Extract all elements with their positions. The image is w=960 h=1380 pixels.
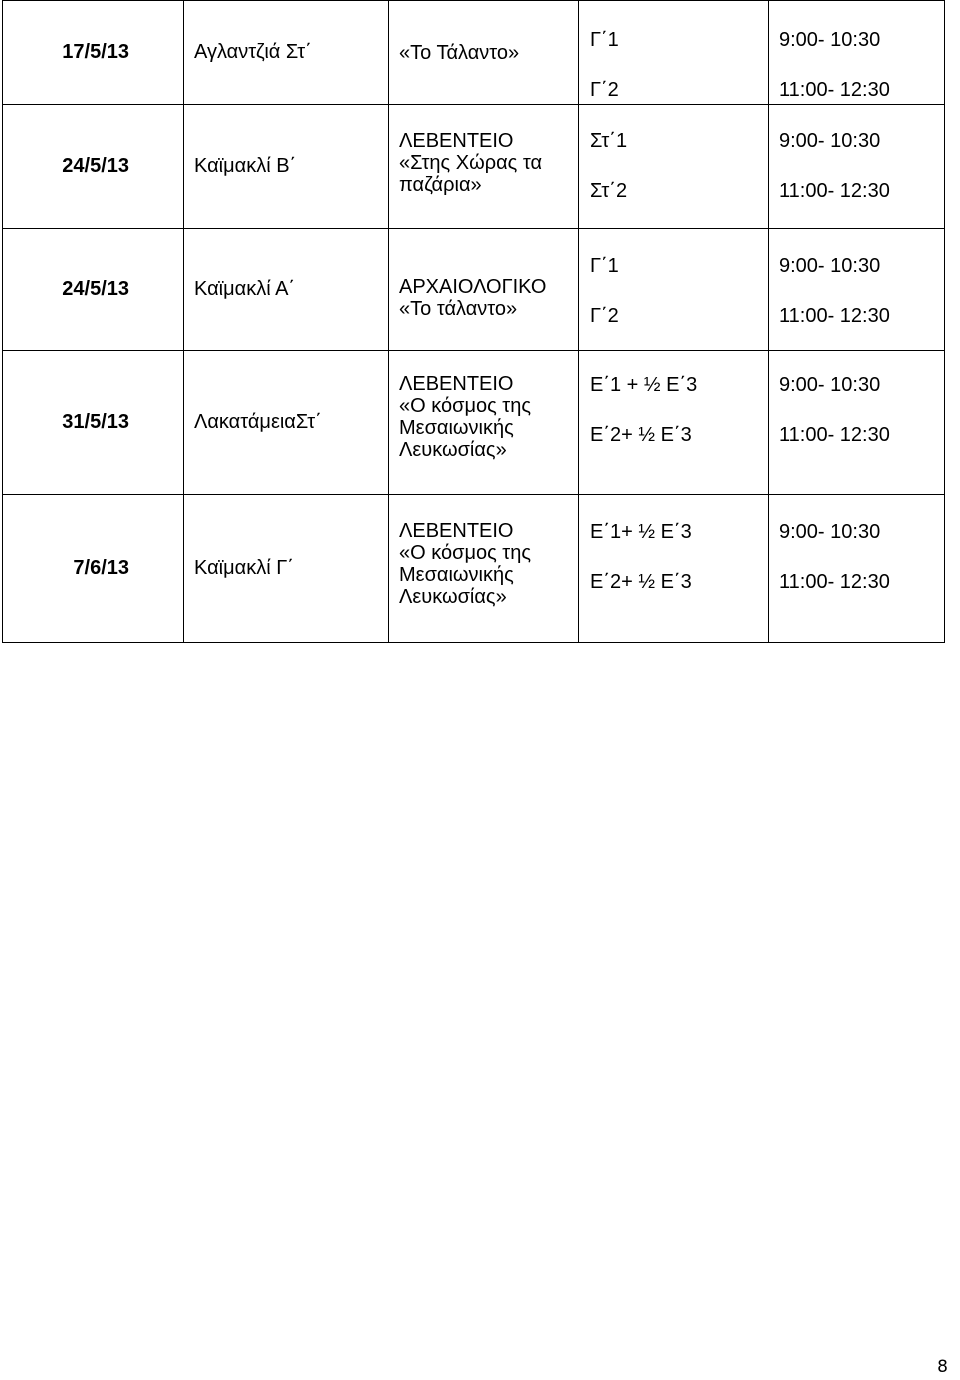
class-cell xyxy=(579,495,769,643)
time-cell xyxy=(769,351,945,495)
class-cell xyxy=(579,1,769,105)
theme-line: «Το τάλαντο» xyxy=(399,298,518,320)
table-row xyxy=(3,495,945,643)
class-line: Ε΄1+ ½ Ε΄3 xyxy=(590,521,692,543)
time-line: 11:00- 12:30 xyxy=(779,79,890,101)
school-cell: Καϊμακλί Α΄ xyxy=(184,229,389,351)
theme-line: ΛΕΒΕΝΤΕΙΟ xyxy=(399,373,514,395)
class-line: Ε΄2+ ½ Ε΄3 xyxy=(590,571,692,593)
time-cell xyxy=(769,229,945,351)
theme-line: «Στης Χώρας τα xyxy=(399,152,543,174)
table-row xyxy=(3,1,945,105)
theme-line: ΛΕΒΕΝΤΕΙΟ xyxy=(399,520,514,542)
class-cell xyxy=(579,105,769,229)
table-row xyxy=(3,229,945,351)
schedule-table xyxy=(2,0,945,643)
theme-line: «Ο κόσμος της xyxy=(399,542,531,564)
theme-line: Λευκωσίας» xyxy=(399,439,507,461)
theme-cell xyxy=(389,351,579,495)
class-cell xyxy=(579,351,769,495)
theme-line: Μεσαιωνικής xyxy=(399,417,514,439)
class-line: Γ΄1 xyxy=(590,255,619,277)
time-line: 9:00- 10:30 xyxy=(779,130,881,152)
time-line: 9:00- 10:30 xyxy=(779,29,881,51)
time-line: 11:00- 12:30 xyxy=(779,180,890,202)
theme-line: «Το Τάλαντο» xyxy=(399,41,520,64)
time-line: 11:00- 12:30 xyxy=(779,571,890,593)
theme-cell xyxy=(389,1,579,105)
theme-line: ΑΡΧΑΙΟΛΟΓΙΚΟ xyxy=(399,276,547,298)
class-line: Γ΄2 xyxy=(590,305,619,327)
theme-line: Μεσαιωνικής xyxy=(399,564,514,586)
date-cell: 7/6/13 xyxy=(3,495,184,643)
school-cell: ΛακατάμειαΣτ΄ xyxy=(184,351,389,495)
time-line: 9:00- 10:30 xyxy=(779,374,881,396)
date-cell: 31/5/13 xyxy=(3,351,184,495)
table-row xyxy=(3,105,945,229)
class-cell xyxy=(579,229,769,351)
class-line: Ε΄1 + ½ Ε΄3 xyxy=(590,374,698,396)
time-line: 9:00- 10:30 xyxy=(779,521,881,543)
time-cell xyxy=(769,1,945,105)
theme-line: Λευκωσίας» xyxy=(399,586,507,608)
date-cell: 17/5/13 xyxy=(3,1,184,105)
theme-cell xyxy=(389,229,579,351)
date-cell: 24/5/13 xyxy=(3,229,184,351)
time-cell xyxy=(769,105,945,229)
school-cell: Καϊμακλί Γ΄ xyxy=(184,495,389,643)
class-line: Στ΄2 xyxy=(590,180,628,202)
theme-line: παζάρια» xyxy=(399,174,482,196)
page-number: 8 xyxy=(937,1357,948,1377)
class-line: Γ΄2 xyxy=(590,79,619,101)
theme-cell xyxy=(389,495,579,643)
class-line: Γ΄1 xyxy=(590,29,619,51)
time-cell xyxy=(769,495,945,643)
class-line: Στ΄1 xyxy=(590,130,628,152)
time-line: 11:00- 12:30 xyxy=(779,424,890,446)
date-cell: 24/5/13 xyxy=(3,105,184,229)
time-line: 9:00- 10:30 xyxy=(779,255,881,277)
class-line: Ε΄2+ ½ Ε΄3 xyxy=(590,424,692,446)
time-line: 11:00- 12:30 xyxy=(779,305,890,327)
school-cell: Αγλαντζιά Στ΄ xyxy=(184,1,389,105)
school-cell: Καϊμακλί Β΄ xyxy=(184,105,389,229)
table-row xyxy=(3,351,945,495)
theme-cell xyxy=(389,105,579,229)
theme-line: «Ο κόσμος της xyxy=(399,395,531,417)
theme-line: ΛΕΒΕΝΤΕΙΟ xyxy=(399,130,514,152)
